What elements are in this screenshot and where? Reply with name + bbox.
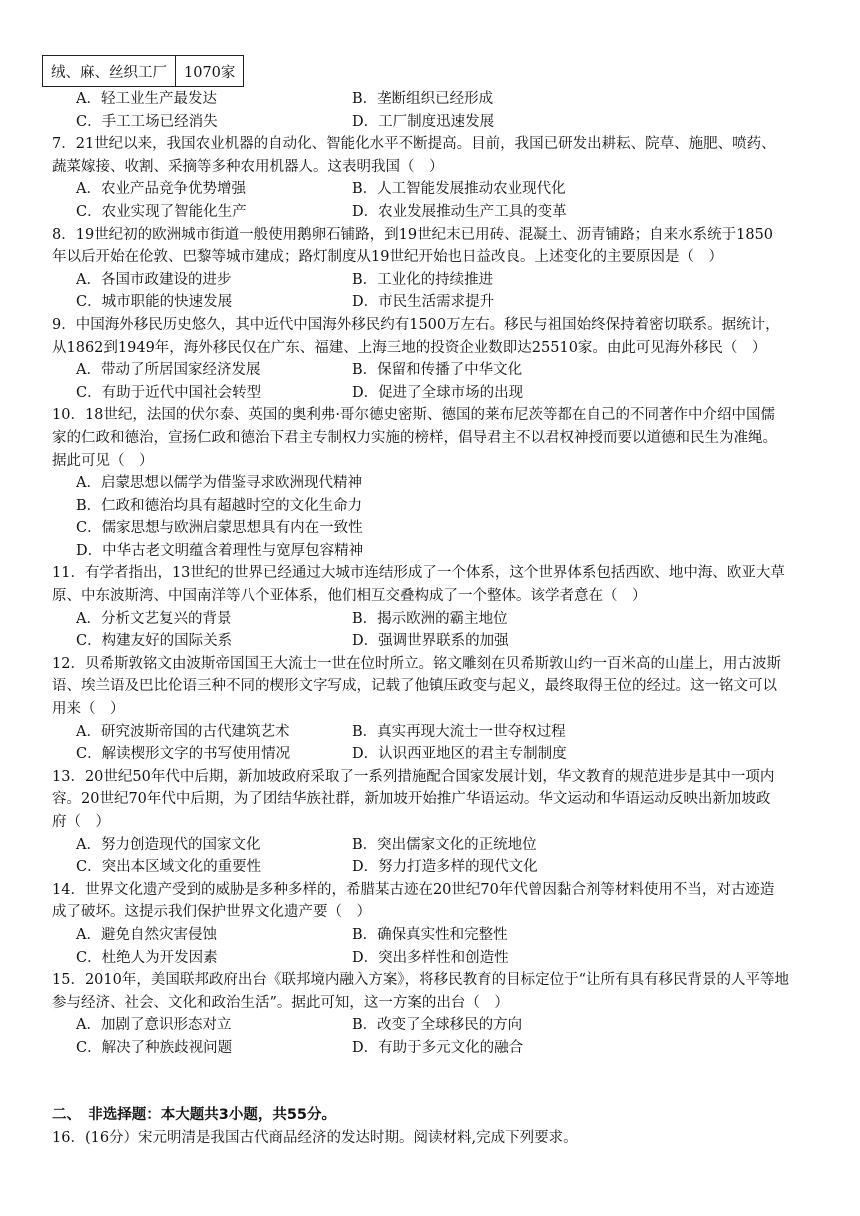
q10-stem: 家的仁政和德治，宣扬仁政和德治下君主专制权力实施的榜样，倡导君主不以君权神授而要以道德和民生为准绳。	[52, 429, 777, 446]
factory-table	[42, 55, 244, 87]
q11-option-c: C．构建友好的国际关系	[76, 633, 233, 650]
q14-option-a: A．避免自然灾害侵蚀	[76, 926, 217, 943]
q7-stem: 蔬菜嫁接、收割、采摘等多种农用机器人。这表明我国（ ）	[52, 158, 444, 175]
q6-option-d: D．工厂制度迅速发展	[352, 113, 495, 130]
q13-option-d: D．努力打造多样的现代文化	[352, 859, 538, 876]
q14-stem: 成了破坏。这提示我们保护世界文化遗产要（ ）	[52, 904, 371, 921]
q14-option-d: D．突出多样性和创造性	[352, 949, 509, 966]
q7-option-c: C．农业实现了智能化生产	[76, 203, 247, 220]
q15-options-row-2	[52, 1037, 812, 1060]
q11-option-b: B．揭示欧洲的霸主地位	[352, 610, 508, 627]
q9-options-row-2	[52, 382, 812, 405]
q7-options-row-1	[52, 178, 812, 201]
q7-option-b: B．人工智能发展推动农业现代化	[352, 181, 566, 198]
q13-option-c: C．突出本区域文化的重要性	[76, 859, 262, 876]
q15-stem: 参与经济、社会、文化和政治生活”。据此可知，这一方案的出台（ ）	[52, 994, 509, 1011]
table-row	[43, 56, 244, 87]
q10-stem: 10．18世纪，法国的伏尔泰、英国的奥利弗·哥尔德史密斯、德国的莱布尼茨等都在自己的不同著作中介绍中国儒	[52, 407, 776, 424]
q9-option-a: A．带动了所居国家经济发展	[76, 362, 261, 379]
q12-stem: 用来（ ）	[52, 701, 125, 718]
table-cell: 1070家	[176, 56, 244, 87]
q9-option-b: B．保留和传播了中华文化	[352, 362, 523, 379]
q8-option-b: B．工业化的持续推进	[352, 271, 494, 288]
q6-options-row-1	[52, 88, 812, 111]
q12-option-b: B．真实再现大流士一世夺权过程	[352, 723, 566, 740]
q9-option-d: D．促进了全球市场的出现	[352, 384, 524, 401]
q9-options-row-1	[52, 359, 812, 382]
q6-option-a: A．轻工业生产最发达	[76, 91, 217, 107]
q8-options-row-1	[52, 269, 812, 292]
q8-options-row-2	[52, 291, 812, 314]
q6-option-b: B．垄断组织已经形成	[352, 91, 494, 107]
q11-option-a: A．分析文艺复兴的背景	[76, 610, 232, 627]
q13-stem: 容。20世纪70年代中后期，为了团结华族社群，新加坡开始推广华语运动。华文运动和华语运动反映出新加坡政	[52, 791, 771, 808]
q12-option-a: A．研究波斯帝国的古代建筑艺术	[76, 723, 290, 740]
q11-option-d: D．强调世界联系的加强	[352, 633, 509, 650]
q14-option-c: C．杜绝人为开发因素	[76, 949, 218, 966]
q13-options-row-2	[52, 856, 812, 879]
q7-option-d: D．农业发展推动生产工具的变革	[352, 203, 567, 220]
q10-stem: 据此可见（ ）	[52, 452, 154, 469]
q15-option-b: B．改变了全球移民的方向	[352, 1017, 523, 1034]
q7-stem: 7．21世纪以来，我国农业机器的自动化、智能化水平不断提高。目前，我国已研发出耕耘、院草、施肥、喷药、	[52, 136, 776, 153]
q15-option-d: D．有助于多元文化的融合	[352, 1039, 524, 1056]
questions	[52, 88, 812, 1060]
q9-option-c: C．有助于近代中国社会转型	[76, 384, 262, 401]
q14-options-row-2	[52, 947, 812, 970]
q13-option-a: A．努力创造现代的国家文化	[76, 836, 261, 853]
q11-stem: 原、中东波斯湾、中国南洋等八个亚体系，他们相互交叠构成了一个整体。该学者意在（ ）	[52, 588, 647, 605]
q9-stem: 从1862到1949年，海外移民仅在广东、福建、上海三地的投资企业数即达25510家。由此可见海外移民（ ）	[52, 339, 767, 356]
q10-option-c: C．儒家思想与欧洲启蒙思想具有内在一致性	[76, 520, 363, 537]
q9-stem: 9．中国海外移民历史悠久，其中近代中国海外移民约有1500万左右。移民与祖国始终保持着密切联系。据统计，	[52, 316, 780, 333]
q13-stem: 府（ ）	[52, 814, 110, 830]
q12-stem: 12．贝希斯敦铭文由波斯帝国国王大流士一世在位时所立。铭文雕刻在贝希斯敦山约一百米高的山崖上，用古波斯	[52, 655, 781, 672]
q7-option-a: A．农业产品竞争优势增强	[76, 181, 246, 198]
q11-options-row-2	[52, 630, 812, 653]
q11-stem: 11．有学者指出，13世纪的世界已经通过大城市连结形成了一个体系，这个世界体系包括西欧、地中海、欧亚大草	[52, 565, 785, 582]
q16-stem: 16．(16分）宋元明清是我国古代商品经济的发达时期。阅读材料,完成下列要求。	[52, 1130, 578, 1146]
q12-option-d: D．认识西亚地区的君主专制制度	[352, 746, 567, 763]
q14-stem: 14．世界文化遗产受到的威胁是多种多样的，希腊某古迹在20世纪70年代曾因黏合剂等材料使用不当，对古迹造	[52, 881, 775, 898]
q13-options-row-1	[52, 834, 812, 857]
q15-options-row-1	[52, 1014, 812, 1037]
q13-stem: 13．20世纪50年代中后期，新加坡政府采取了一系列措施配合国家发展计划，华文教育的规范进步是其中一项内	[52, 768, 775, 785]
q6-option-c: C．手工工场已经消失	[76, 113, 218, 130]
q12-options-row-1	[52, 721, 812, 744]
q12-option-c: C．解读楔形文字的书写使用情况	[76, 746, 291, 763]
q10-option-a: A．启蒙思想以儒学为借鉴寻求欧洲现代精神	[76, 475, 362, 492]
q10-option-d: D．中华古老文明蕴含着理性与宽厚包容精神	[76, 542, 364, 559]
q12-stem: 语、埃兰语及巴比伦语三种不同的楔形文字写成，记载了他镇压政变与起义，最终取得王位的经过。这一铭文可以	[52, 678, 777, 695]
q8-option-d: D．市民生活需求提升	[352, 294, 495, 311]
q15-option-a: A．加剧了意识形态对立	[76, 1017, 232, 1034]
q7-options-row-2	[52, 201, 812, 224]
q13-option-b: B．突出儒家文化的正统地位	[352, 836, 537, 853]
q8-option-a: A．各国市政建设的进步	[76, 271, 232, 288]
table-cell: 绒、麻、丝织工厂	[43, 56, 176, 87]
q10-option-b: B．仁政和德治均具有超越时空的文化生命力	[76, 497, 363, 514]
q8-stem: 8．19世纪初的欧洲城市街道一般使用鹅卵石铺路，到19世纪末已用砖、混凝土、沥青铺路；自来水系统于1850	[52, 226, 774, 243]
q8-option-c: C．城市职能的快速发展	[76, 294, 233, 311]
q14-option-b: B．确保真实性和完整性	[352, 926, 508, 943]
q15-option-c: C．解决了种族歧视问题	[76, 1039, 233, 1056]
section-2-heading: 二、 非选择题：本大题共3小题，共55分。	[52, 1107, 337, 1123]
q8-stem: 年以后开始在伦敦、巴黎等城市建成；路灯制度从19世纪开始也日益改良。上述变化的主要原因是（ ）	[52, 249, 723, 266]
q6-options-row-2	[52, 111, 812, 134]
q14-options-row-1	[52, 924, 812, 947]
q12-options-row-2	[52, 743, 812, 766]
q15-stem: 15．2010年，美国联邦政府出台《联邦境内融入方案》，将移民教育的目标定位于“让所有具有移民背景的人平等地	[52, 972, 790, 989]
q11-options-row-1	[52, 608, 812, 631]
